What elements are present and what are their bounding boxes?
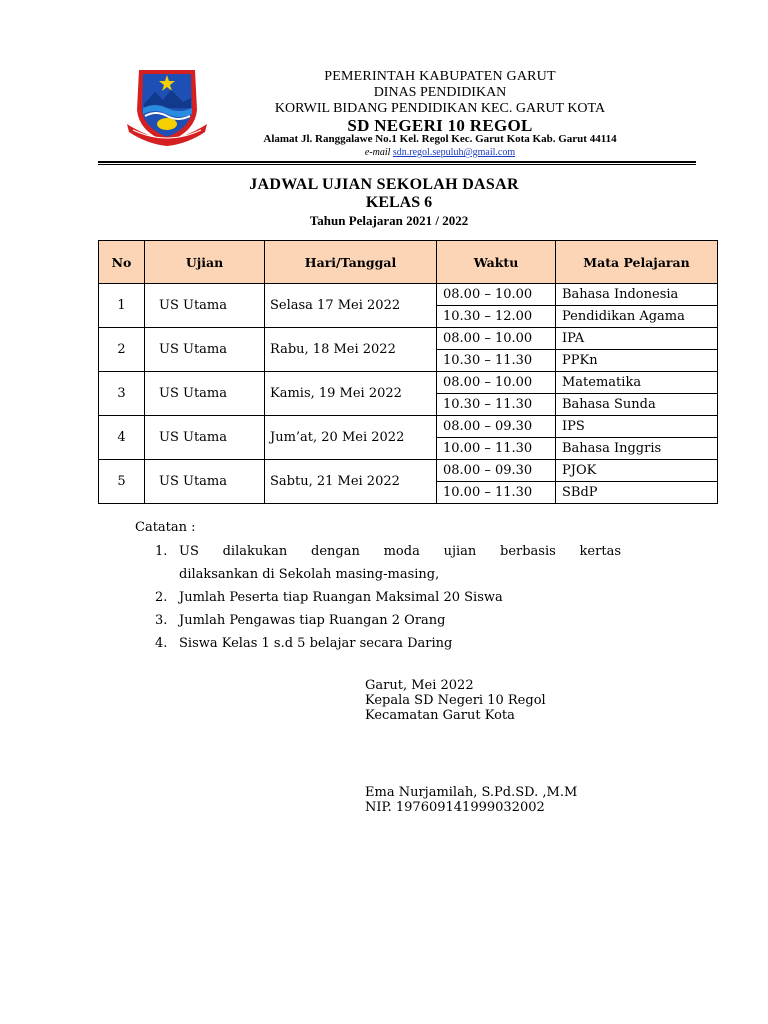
cell-hari-tanggal: Sabtu, 21 Mei 2022 [265,460,437,504]
office-name: KORWIL BIDANG PENDIDIKAN KEC. GARUT KOTA [274,101,606,116]
cell-waktu: 08.00 – 10.00 [437,328,556,350]
cell-no: 4 [99,416,145,460]
cell-no: 5 [99,460,145,504]
signature-position: Kepala SD Negeri 10 Regol [365,693,546,708]
note-number: 4. [155,636,168,651]
letterhead [0,0,768,170]
note-text: Jumlah Peserta tiap Ruangan Maksimal 20 Siswa [179,590,503,605]
table-row [99,460,718,482]
header-ujian: Ujian [145,241,265,284]
note-text: US dilakukan dengan moda ujian berbasis kertas [179,544,621,559]
header-hari-tanggal: Hari/Tanggal [265,241,437,284]
cell-hari-tanggal: Selasa 17 Mei 2022 [265,284,437,328]
signature-place-date: Garut, Mei 2022 [365,678,474,693]
notes-section [135,520,635,655]
table-row [99,372,718,394]
note-number: 3. [155,613,168,628]
cell-no: 3 [99,372,145,416]
header-mata-pelajaran: Mata Pelajaran [556,241,718,284]
cell-mata-pelajaran: Bahasa Indonesia [556,284,718,306]
cell-hari-tanggal: Rabu, 18 Mei 2022 [265,328,437,372]
note-item [155,540,635,563]
cell-hari-tanggal: Kamis, 19 Mei 2022 [265,372,437,416]
cell-waktu: 10.30 – 12.00 [437,306,556,328]
header-no: No [99,241,145,284]
signatory-nip: NIP. 197609141999032002 [365,800,545,815]
cell-hari-tanggal: Jum’at, 20 Mei 2022 [265,416,437,460]
note-text-continued: dilaksankan di Sekolah masing-masing, [179,567,440,582]
cell-mata-pelajaran: IPS [556,416,718,438]
cell-mata-pelajaran: Bahasa Sunda [556,394,718,416]
note-text: Jumlah Pengawas tiap Ruangan 2 Orang [179,613,446,628]
cell-no: 2 [99,328,145,372]
cell-ujian: US Utama [145,460,265,504]
cell-mata-pelajaran: Matematika [556,372,718,394]
title-year: Tahun Pelajaran 2021 / 2022 [309,213,469,228]
cell-waktu: 10.00 – 11.30 [437,482,556,504]
cell-no: 1 [99,284,145,328]
note-item [155,609,635,632]
document-title [0,176,768,231]
note-item [155,586,635,609]
table-row [99,328,718,350]
cell-waktu: 08.00 – 10.00 [437,284,556,306]
cell-mata-pelajaran: IPA [556,328,718,350]
agency-name: DINAS PENDIDIKAN [373,85,507,100]
cell-ujian: US Utama [145,328,265,372]
note-item [155,632,635,655]
cell-mata-pelajaran: PPKn [556,350,718,372]
letterhead-rule-thick [98,161,696,163]
notes-heading: Catatan : [135,520,196,535]
cell-mata-pelajaran: SBdP [556,482,718,504]
signatory-name: Ema Nurjamilah, S.Pd.SD. ,M.M [365,785,578,800]
email-link[interactable]: sdn.regol.sepuluh@gmail.com [392,147,516,158]
email-label: e-mail [364,147,391,158]
cell-waktu: 10.00 – 11.30 [437,438,556,460]
garut-regency-logo-icon [125,66,209,148]
cell-waktu: 10.30 – 11.30 [437,350,556,372]
table-row [99,416,718,438]
school-email-line [230,147,650,158]
title-class: KELAS 6 [365,194,433,211]
cell-ujian: US Utama [145,372,265,416]
exam-schedule-table [98,240,718,504]
school-name: SD NEGERI 10 REGOL [347,116,533,135]
cell-waktu: 08.00 – 09.30 [437,460,556,482]
cell-waktu: 08.00 – 09.30 [437,416,556,438]
government-name: PEMERINTAH KABUPATEN GARUT [324,69,556,84]
cell-waktu: 08.00 – 10.00 [437,372,556,394]
cell-ujian: US Utama [145,416,265,460]
signature-space [365,723,577,785]
cell-mata-pelajaran: PJOK [556,460,718,482]
signature-district: Kecamatan Garut Kota [365,708,515,723]
title-main: JADWAL UJIAN SEKOLAH DASAR [249,176,519,193]
note-number: 2. [155,590,168,605]
cell-mata-pelajaran: Pendidikan Agama [556,306,718,328]
cell-waktu: 10.30 – 11.30 [437,394,556,416]
cell-mata-pelajaran: Bahasa Inggris [556,438,718,460]
table-row [99,284,718,306]
header-waktu: Waktu [437,241,556,284]
school-address: Alamat Jl. Ranggalawe No.1 Kel. Regol Kec. Garut Kota Kab. Garut 44114 [263,133,617,145]
table-header-row [99,241,718,284]
note-text: Siswa Kelas 1 s.d 5 belajar secara Daring [179,636,453,651]
cell-ujian: US Utama [145,284,265,328]
note-number: 1. [155,544,168,559]
letterhead-rule-thin [98,164,696,165]
table-body [99,284,718,504]
signature-block [365,678,577,815]
